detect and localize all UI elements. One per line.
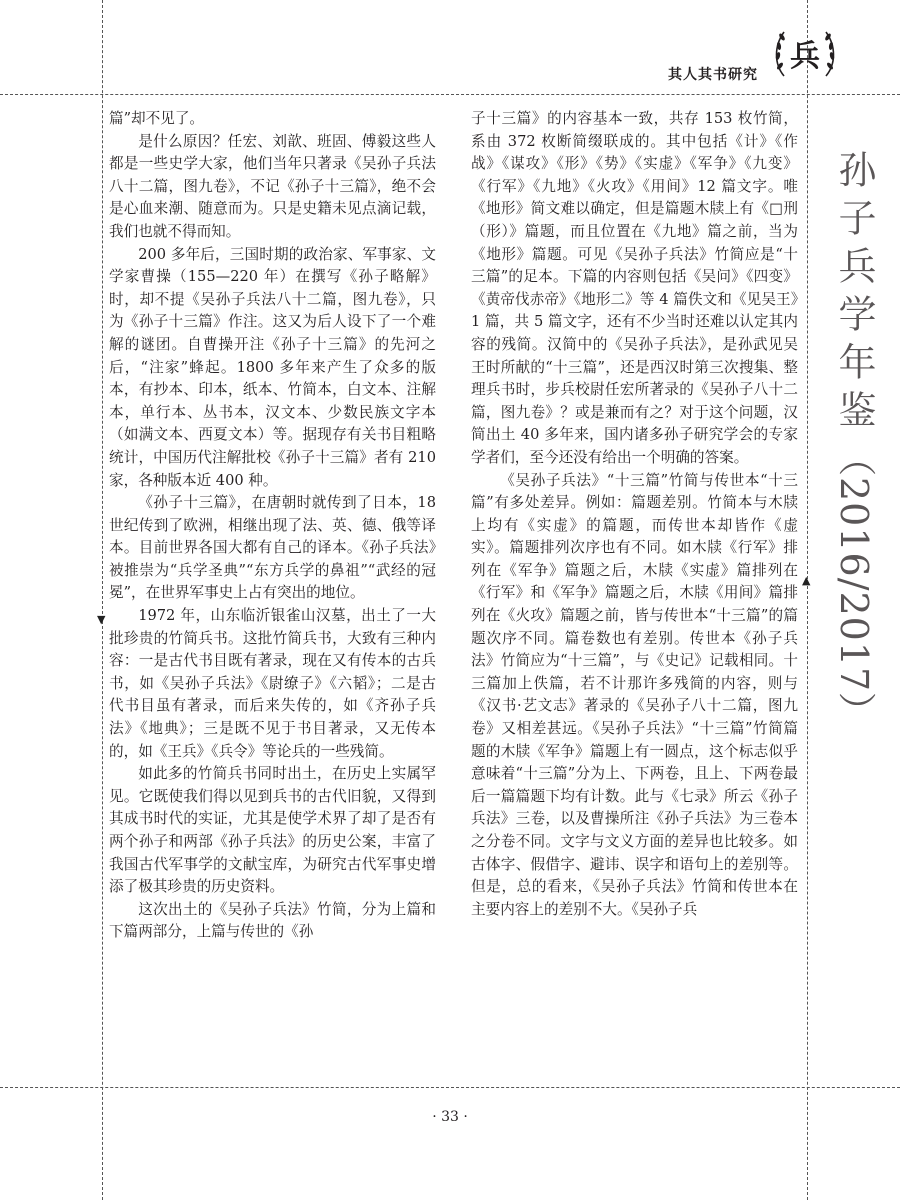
paragraph: 1972 年，山东临沂银雀山汉墓，出土了一大批珍贵的竹简兵书。这批竹简兵书，大致有三种内容：一是古代书目既有著录，现在又有传本的古兵书，如《吴孙子兵法》《尉缭子》《六韬》；二是古代书目虽有著录，而后来失传的，如《齐孙子兵法》《地典》；三是既不见于书目著录，又无传本的，如《王兵》《兵令》等论兵的一些残简。	[109, 607, 436, 760]
section-title: 其人其书研究	[668, 67, 758, 83]
left-marker-arrow-icon: ▼	[97, 613, 106, 626]
page-number: · 33 ·	[432, 1109, 468, 1125]
paragraph: 《吴孙子兵法》“十三篇”竹简与传世本“十三篇”有多处差异。例如：篇题差别。竹简本与木牍上均有《实虚》的篇题，而传世本却皆作《虚实》。篇题排列次序也有不同。如木牍《行军》排列在《军争》篇题之后，木牍《实虚》篇排列在《行军》和《军争》篇题之后，木牍《用间》篇排列在《火攻》篇题之前，皆与传世本“十三篇”的篇题次序不同。篇卷数也有差别。传世本《孙子兵法》竹简应为“十三篇”，与《史记》记载相同。十三篇加上佚篇，若不计那许多残简的内容，则与《汉书·艺文志》著录的《吴孙子八十二篇，图九卷》又相差甚远。《吴孙子兵法》“十三篇”竹简篇题的木牍《军争》篇题上有一圆点，这个标志似乎意味着“十三篇”分为上、下两卷，且上、下两卷最后一篇篇题下均有计数。此与《七录》所云《孙子兵法》三卷，以及曹操所注《孙子兵法》为三卷本之分卷不同。文字与文义方面的差异也比较多。如古体字、假借字、避讳、误字和语句上的差别等。但是，总的看来，《吴孙子兵法》竹简和传世本在主要内容上的差别不大。《吴孙子兵	[471, 471, 798, 918]
bottom-crop-line	[0, 1087, 900, 1088]
logo-glyph: 兵	[790, 39, 820, 74]
paragraph: 200 多年后，三国时期的政治家、军事家、文学家曹操（155—220 年）在撰写《孙子略解》时，却不提《吴孙子兵法八十二篇，图九卷》，只为《孙子十三篇》作注。这又为后人设下了一个难解的谜团。自曹操开注《孙子十三篇》的先河之后，“注家”蜂起。1800 多年来产生了众多的版本，有抄本、印本，纸本、竹简本，白文本、注解本，单行本、丛书本，汉文本、少数民族文字本（如满文本、西夏文本）等。据现存有关书目粗略统计，中国历代注解批校《孙子十三篇》者有 210 家，各种版本近 400 种。	[109, 245, 436, 489]
right-text-column	[471, 108, 798, 921]
left-crop-line	[102, 0, 103, 1200]
paragraph: 这次出土的《吴孙子兵法》竹简，分为上篇和下篇两部分，上篇与传世的《孙	[109, 900, 436, 941]
yearbook-title-main: 孙子兵学年鉴	[832, 150, 876, 438]
paragraph: 如此多的竹简兵书同时出土，在历史上实属罕见。它既使我们得以见到兵书的古代旧貌，又得到其成书时代的实证，尤其是使学术界了却了是否有两个孙子和两部《孙子兵法》的历史公案，丰富了我国古代军事学的文献宝库，为研究古代军事史增添了极其珍贵的历史资料。	[109, 765, 436, 896]
paragraph: 子十三篇》的内容基本一致，共存 153 枚竹简，系由 372 枚断简缀联成的。其中包括《计》《作战》《谋攻》《形》《势》《实虚》《军争》《九变》《行军》《九地》《火攻》《用间》12 篇文字。唯《地形》简文难以确定，但是篇题木牍上有《□刑（形）》篇题，而且位置在《九地》篇之前，当为《地形》篇题。可见《吴孙子兵法》竹简应是“十三篇”的足本。下篇的内容则包括《吴问》《四变》《黄帝伐赤帝》《地形二》等 4 篇佚文和《见吴王》1 篇，共 5 篇文字，还有不少当时还难以认定其内容的残简。汉简中的《吴孙子兵法》，是孙武见吴王时所献的“十三篇”，还是西汉时第三次搜集、整理兵书时，步兵校尉任宏所著录的《吴孙子八十二篇，图九卷》？或是兼而有之？对于这个问题，汉简出土 40 多年来，国内诸多孙子研究学会的专家学者们，至今还没有给出一个明确的答案。	[471, 110, 798, 466]
yearbook-title	[822, 150, 882, 731]
paragraph: 是什么原因？任宏、刘歆、班固、傅毅这些人都是一些史学大家，他们当年只著录《吴孙子兵法八十二篇，图九卷》，不记《孙子十三篇》，绝不会是心血来潮、随意而为。只是史籍未见点滴记载，我们也就不得而知。	[109, 132, 436, 240]
paragraph: 《孙子十三篇》，在唐朝时就传到了日本，18 世纪传到了欧洲，相继出现了法、英、德、俄等译本。目前世界各国大都有自己的译本。《孙子兵法》被推崇为“兵学圣典”“东方兵学的鼻祖”“武经的冠冕”，在世界军事史上占有突出的地位。	[109, 494, 436, 602]
right-crop-line	[807, 0, 808, 1200]
left-text-column	[109, 108, 436, 944]
right-marker-arrow-icon: ▲	[802, 574, 811, 587]
top-crop-line	[0, 94, 900, 95]
paragraph: 篇”却不见了。	[109, 110, 205, 127]
laurel-logo-icon	[770, 20, 840, 90]
yearbook-title-year: （2016/2017）	[832, 438, 876, 732]
